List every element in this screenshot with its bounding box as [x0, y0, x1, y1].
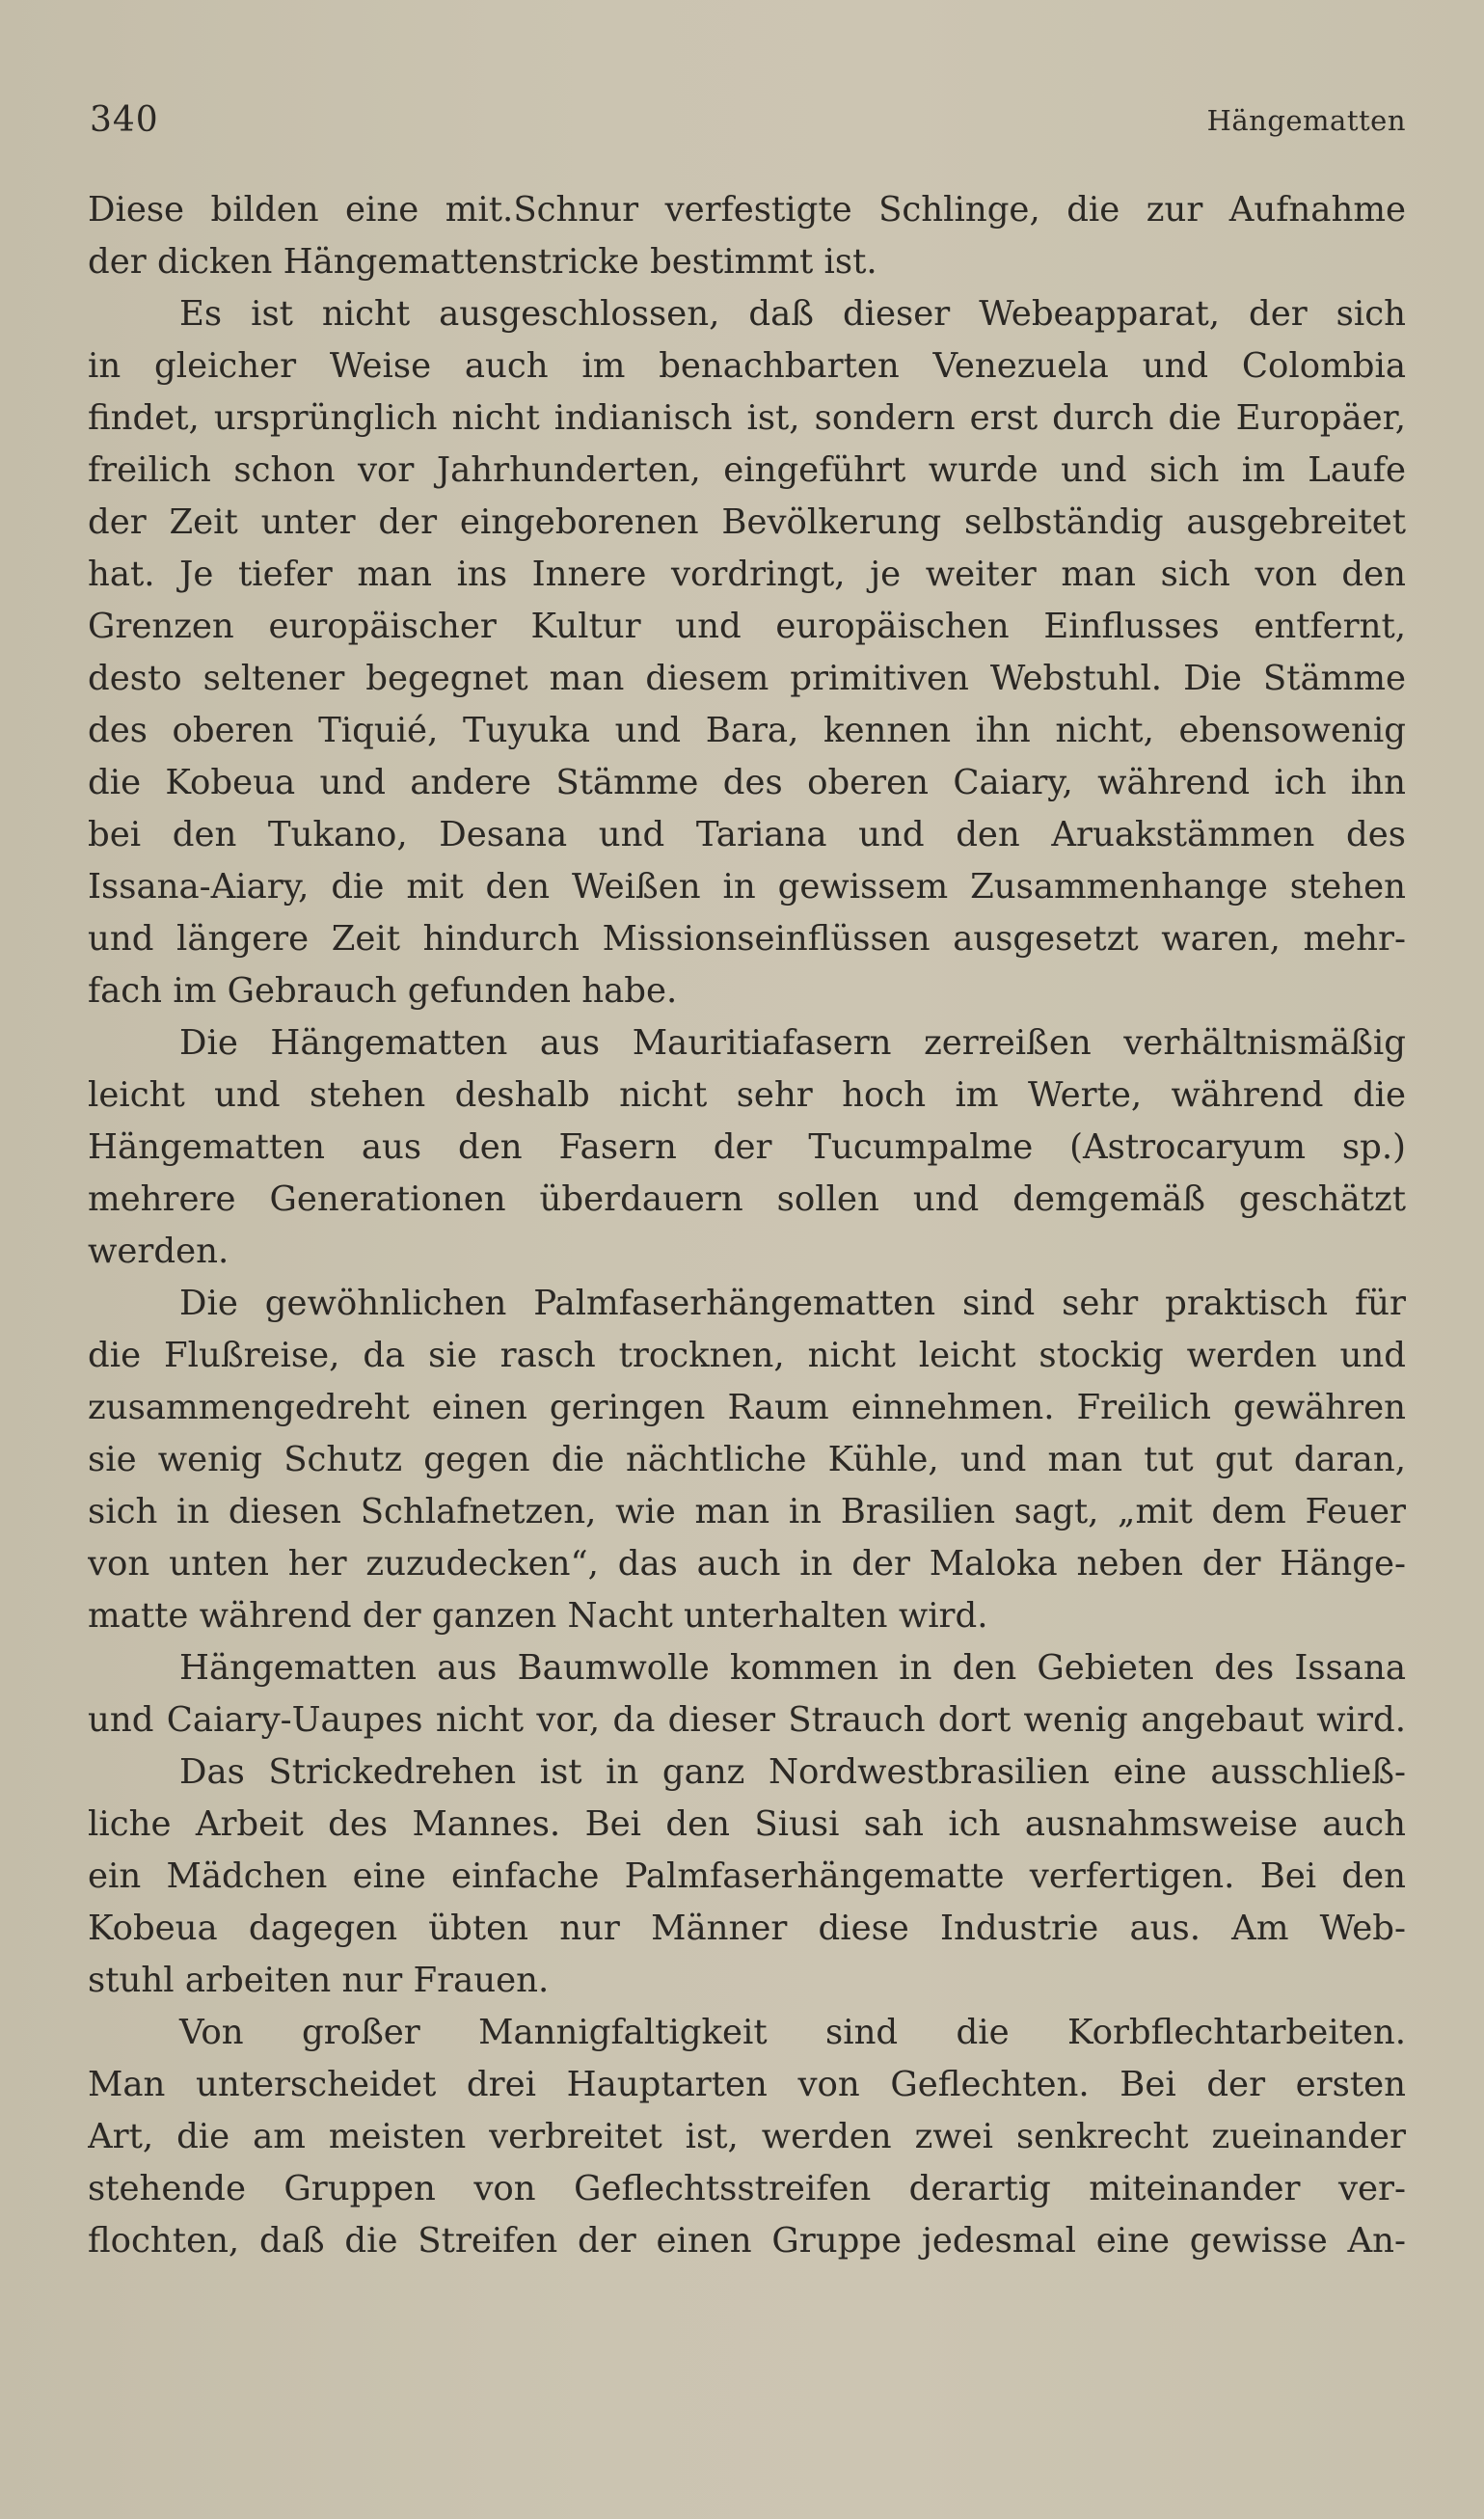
text-line: Diese bilden eine mit.Schnur verfestigte Schlinge, die zur Aufnahme — [88, 190, 1406, 230]
text-line: Es ist nicht ausgeschlossen, daß dieser Webeapparat, der sich — [179, 294, 1406, 334]
text-line: mehrere Generationen überdauern sollen und demgemäß geschätzt — [88, 1179, 1406, 1219]
text-line: sie wenig Schutz gegen die nächtliche Kühle, und man tut gut daran, — [88, 1440, 1406, 1479]
text-line: Art, die am meisten verbreitet ist, werden zwei senkrecht zueinander — [88, 2117, 1406, 2156]
text-line: Von großer Mannigfaltigkeit sind die Korbflechtarbeiten. — [179, 2013, 1406, 2052]
text-line: Issana-Aiary, die mit den Weißen in gewissem Zusammenhange stehen — [88, 867, 1406, 907]
text-line: Grenzen europäischer Kultur und europäischen Einflusses entfernt, — [88, 607, 1406, 646]
text-line: Man unterscheidet drei Hauptarten von Geflechten. Bei der ersten — [88, 2065, 1406, 2104]
text-line: freilich schon vor Jahrhunderten, eingeführt wurde und sich im Laufe — [88, 450, 1406, 490]
text-line: fach im Gebrauch gefunden habe. — [88, 971, 678, 1011]
text-line: zusammengedreht einen geringen Raum einnehmen. Freilich gewähren — [88, 1388, 1406, 1427]
text-line: flochten, daß die Streifen der einen Gruppe jedesmal eine gewisse An- — [88, 2221, 1406, 2261]
text-line: Das Strickedrehen ist in ganz Nordwestbrasilien eine ausschließ- — [179, 1752, 1406, 1792]
text-line: Die Hängematten aus Mauritiafasern zerreißen verhältnismäßig — [179, 1023, 1406, 1063]
text-line: liche Arbeit des Mannes. Bei den Siusi sah ich ausnahmsweise auch — [88, 1804, 1406, 1844]
text-line: der dicken Hängemattenstricke bestimmt ist. — [88, 242, 877, 282]
text-line: und längere Zeit hindurch Missionseinflüssen ausgesetzt waren, mehr- — [88, 919, 1406, 959]
running-title: Hängematten — [1206, 104, 1406, 137]
text-line: hat. Je tiefer man ins Innere vordringt, je weiter man sich von den — [88, 555, 1406, 594]
text-line: Die gewöhnlichen Palmfaserhängematten sind sehr praktisch für — [179, 1284, 1406, 1323]
text-line: Hängematten aus den Fasern der Tucumpalme (Astrocaryum sp.) — [88, 1127, 1406, 1167]
text-line: Kobeua dagegen übten nur Männer diese Industrie aus. Am Web- — [88, 1909, 1406, 1948]
text-line: stehende Gruppen von Geflechtsstreifen derartig miteinander ver- — [88, 2169, 1406, 2208]
text-line: desto seltener begegnet man diesem primitiven Webstuhl. Die Stämme — [88, 659, 1406, 698]
text-line: die Flußreise, da sie rasch trocknen, nicht leicht stockig werden und — [88, 1336, 1406, 1375]
text-line: stuhl arbeiten nur Frauen. — [88, 1961, 550, 2000]
text-line: leicht und stehen deshalb nicht sehr hoch im Werte, während die — [88, 1075, 1406, 1115]
body-text — [88, 184, 1406, 2267]
text-line: der Zeit unter der eingeborenen Bevölkerung selbständig ausgebreitet — [88, 502, 1406, 542]
page-number: 340 — [90, 100, 159, 140]
text-line: in gleicher Weise auch im benachbarten Venezuela und Colombia — [88, 346, 1406, 386]
text-line: bei den Tukano, Desana und Tariana und den Aruakstämmen des — [88, 815, 1406, 854]
text-line: ein Mädchen eine einfache Palmfaserhängematte verfertigen. Bei den — [88, 1856, 1406, 1896]
text-line: von unten her zuzudecken“, das auch in der Maloka neben der Hänge- — [88, 1544, 1406, 1584]
text-line: sich in diesen Schlafnetzen, wie man in Brasilien sagt, „mit dem Feuer — [88, 1492, 1406, 1531]
text-line: Hängematten aus Baumwolle kommen in den Gebieten des Issana — [179, 1648, 1406, 1688]
text-line: die Kobeua und andere Stämme des oberen Caiary, während ich ihn — [88, 763, 1406, 802]
text-line: findet, ursprünglich nicht indianisch ist, sondern erst durch die Europäer, — [88, 398, 1406, 438]
text-line: des oberen Tiquié, Tuyuka und Bara, kennen ihn nicht, ebensowenig — [88, 711, 1406, 750]
running-head — [90, 100, 1406, 149]
text-line: matte während der ganzen Nacht unterhalten wird. — [88, 1596, 988, 1636]
text-line: und Caiary-Uaupes nicht vor, da dieser Strauch dort wenig angebaut wird. — [88, 1700, 1406, 1740]
text-line: werden. — [88, 1232, 229, 1271]
